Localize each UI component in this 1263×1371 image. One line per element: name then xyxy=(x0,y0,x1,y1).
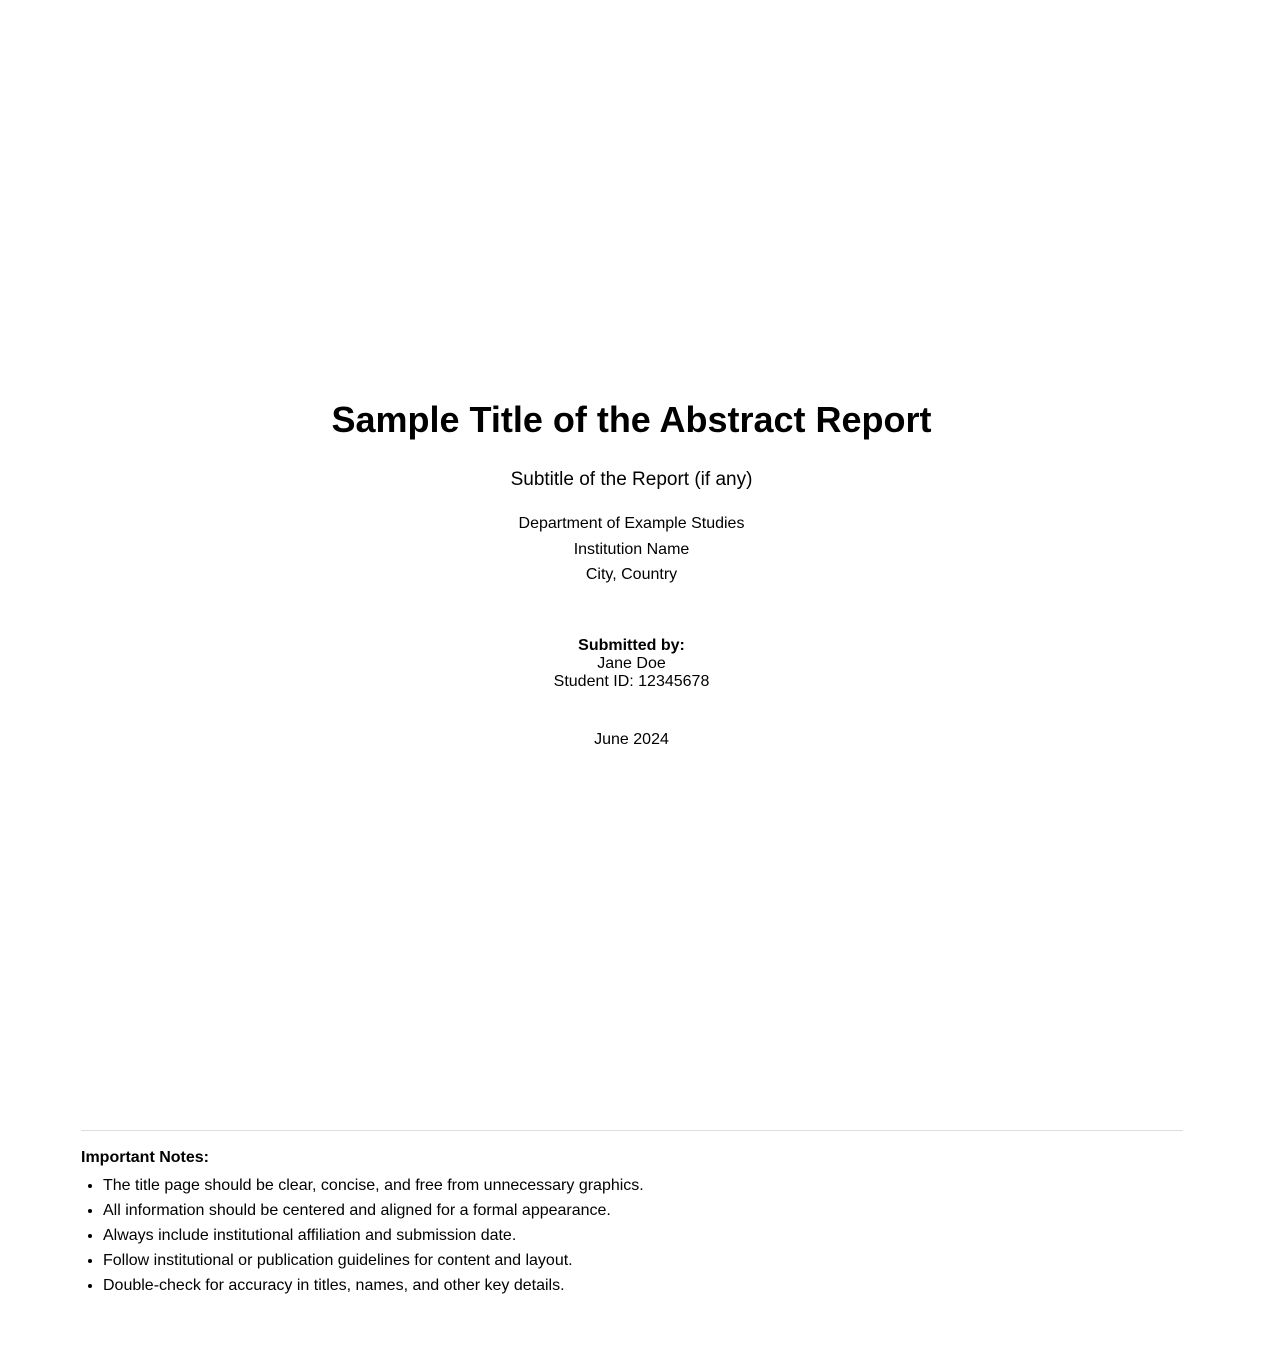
affiliation-block xyxy=(0,514,1263,591)
important-notes xyxy=(81,1130,1183,1302)
submitted-by-label: Submitted by: xyxy=(578,637,685,654)
institution-name: Institution Name xyxy=(573,540,690,558)
notes-heading: Important Notes: xyxy=(81,1149,209,1166)
submission-block xyxy=(0,637,1263,691)
submission-date: June 2024 xyxy=(594,731,669,748)
report-subtitle: Subtitle of the Report (if any) xyxy=(510,469,753,490)
department-name: Department of Example Studies xyxy=(518,515,745,532)
report-title: Sample Title of the Abstract Report xyxy=(331,399,932,440)
list-item: • Always include institutional affiliation and submission date. xyxy=(103,1227,1183,1252)
list-item: • All information should be centered and aligned for a formal appearance. xyxy=(103,1202,1183,1227)
list-item: • The title page should be clear, concise, and free from unnecessary graphics. xyxy=(103,1177,1183,1202)
list-item: • Double-check for accuracy in titles, names, and other key details. xyxy=(103,1277,1183,1302)
author-name: Jane Doe xyxy=(597,655,666,672)
student-id: Student ID: 12345678 xyxy=(553,673,710,690)
list-item: • Follow institutional or publication guidelines for content and layout. xyxy=(103,1252,1183,1277)
location: City, Country xyxy=(585,566,678,583)
notes-list xyxy=(81,1177,1183,1302)
